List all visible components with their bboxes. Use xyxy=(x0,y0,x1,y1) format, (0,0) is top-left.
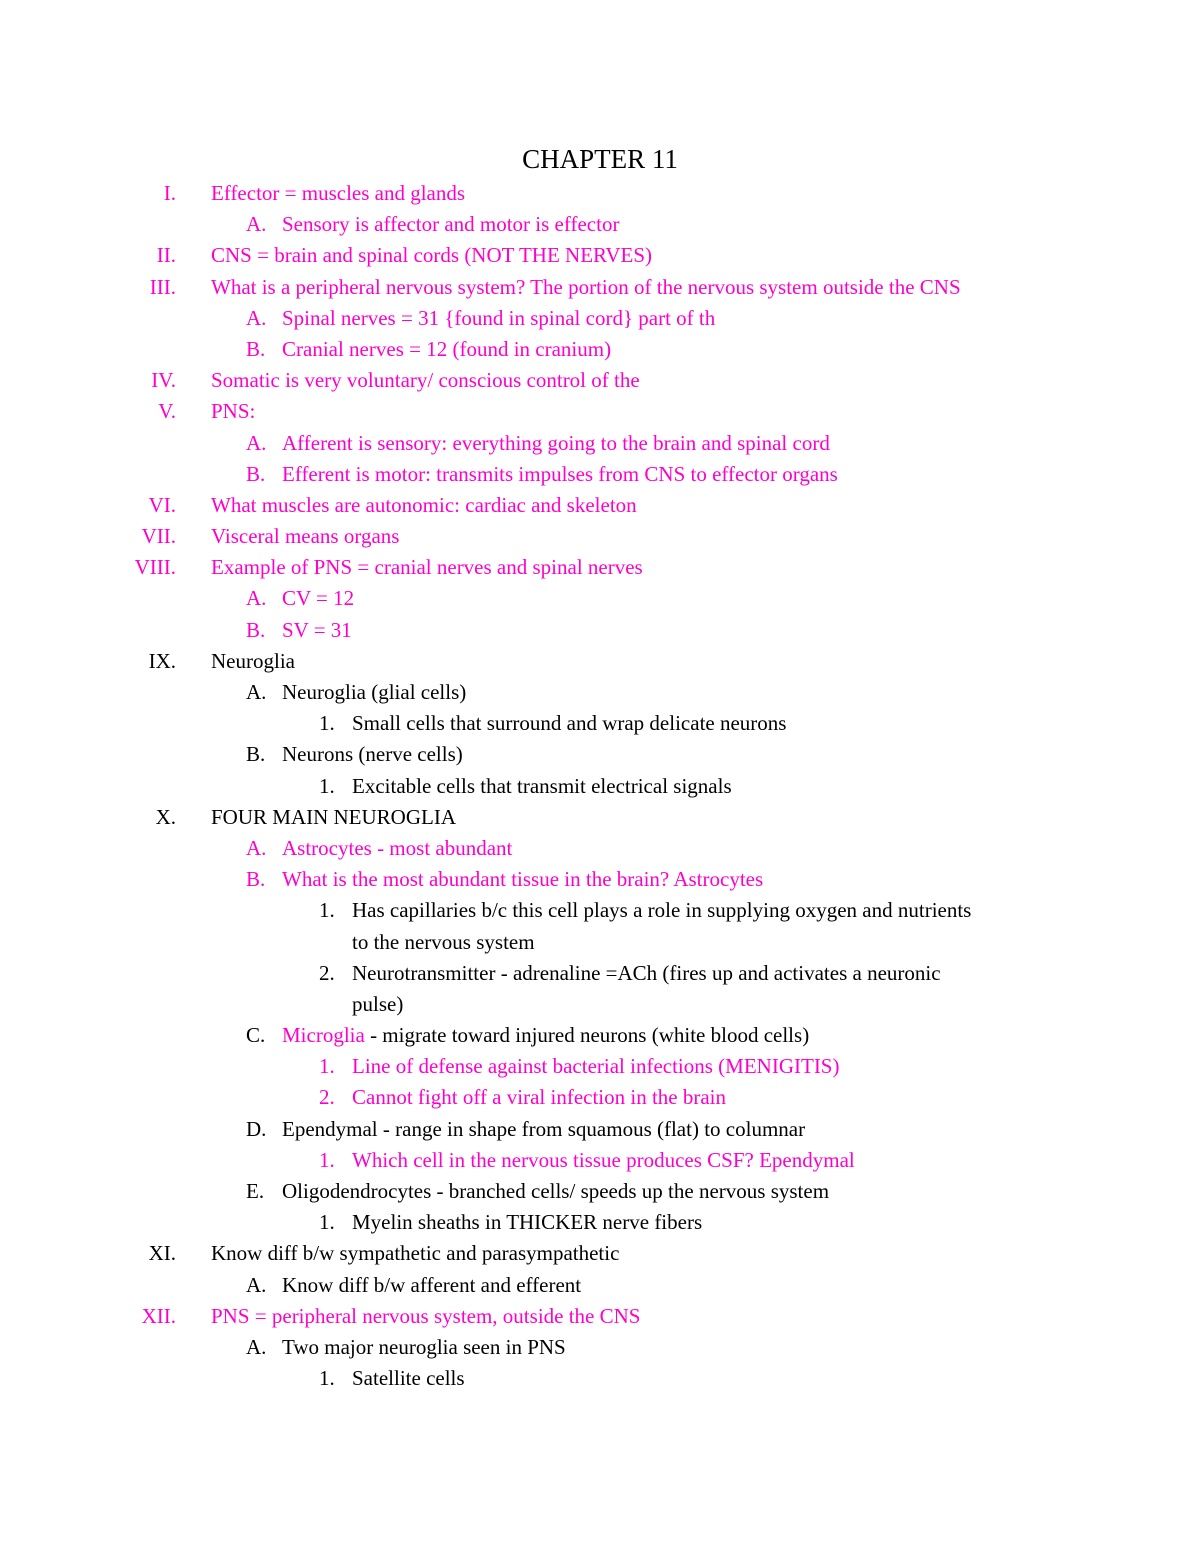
outline-text xyxy=(211,396,255,427)
outline-item xyxy=(0,739,1200,770)
text-segment: FOUR MAIN NEUROGLIA xyxy=(211,804,456,829)
outline-marker: IV. xyxy=(151,368,176,393)
outline-text xyxy=(211,802,456,833)
outline-item xyxy=(0,771,1200,802)
outline-marker: A. xyxy=(246,1272,267,1297)
outline-marker: 1. xyxy=(319,1210,335,1235)
outline-marker: C. xyxy=(246,1023,266,1048)
text-segment: Somatic is very voluntary/ conscious control of the xyxy=(211,368,640,393)
outline-marker: 1. xyxy=(319,711,335,736)
text-segment: Astrocytes - most abundant xyxy=(282,835,513,860)
text-segment: Myelin sheaths in THICKER nerve fibers xyxy=(352,1210,703,1235)
outline-marker: A. xyxy=(246,430,267,455)
text-segment: Neurons (nerve cells) xyxy=(282,742,463,767)
text-segment: Ependymal - range in shape from squamous (flat) to columnar xyxy=(282,1116,806,1141)
outline-item xyxy=(0,708,1200,739)
outline-text xyxy=(352,1207,702,1238)
outline-text xyxy=(211,365,640,396)
outline-text xyxy=(211,490,637,521)
outline-marker: 1. xyxy=(319,1147,335,1172)
outline-item xyxy=(0,615,1200,646)
outline-text xyxy=(282,1270,581,1301)
outline-text xyxy=(282,615,352,646)
text-segment: What is a peripheral nervous system? The portion of the nervous system outside the CNS xyxy=(211,274,961,299)
text-segment: Know diff b/w afferent and efferent xyxy=(282,1272,582,1297)
outline-marker: 1. xyxy=(319,773,335,798)
outline-text xyxy=(282,864,763,895)
outline-item xyxy=(0,396,1200,427)
text-segment: Excitable cells that transmit electrical signals xyxy=(352,773,732,798)
outline-item xyxy=(0,802,1200,833)
outline-marker: A. xyxy=(246,212,267,237)
text-segment: What is the most abundant tissue in the brain? Astrocytes xyxy=(282,867,764,892)
outline-marker: V. xyxy=(158,399,176,424)
outline-item xyxy=(0,1238,1200,1269)
text-segment: Afferent is sensory: everything going to the brain and spinal cord xyxy=(282,430,830,455)
outline-text xyxy=(352,895,971,926)
text-segment: Spinal nerves = 31 {found in spinal cord} part of th xyxy=(282,305,716,330)
outline-marker: IX. xyxy=(148,648,176,673)
outline-item xyxy=(0,334,1200,365)
outline-marker: VIII. xyxy=(134,555,176,580)
outline-marker: VII. xyxy=(141,524,176,549)
text-segment: PNS: xyxy=(211,399,256,424)
outline-text xyxy=(211,240,652,271)
outline-text xyxy=(282,1020,809,1051)
text-segment: Neuroglia (glial cells) xyxy=(282,680,467,704)
outline-item xyxy=(0,927,1200,958)
outline-item xyxy=(0,521,1200,552)
text-segment: Cranial nerves = 12 (found in cranium) xyxy=(282,336,612,361)
outline-marker: 2. xyxy=(319,960,335,985)
outline-item xyxy=(0,895,1200,926)
text-segment: What muscles are autonomic: cardiac and skeleton xyxy=(211,492,637,517)
text-segment: CNS = brain and spinal cords (NOT THE NERVES) xyxy=(211,243,653,268)
outline-text xyxy=(352,708,786,739)
text-segment: CV = 12 xyxy=(282,586,355,611)
outline-marker: II. xyxy=(156,243,176,268)
text-segment: Two major neuroglia seen in PNS xyxy=(282,1334,566,1359)
outline-marker: B. xyxy=(246,742,266,767)
outline-text xyxy=(352,927,535,958)
outline-item xyxy=(0,240,1200,271)
outline-marker: B. xyxy=(246,461,266,486)
outline-marker: 1. xyxy=(319,1366,335,1391)
outline-text xyxy=(211,1238,619,1269)
outline-text xyxy=(211,272,961,303)
outline-text xyxy=(211,552,643,583)
outline-item xyxy=(0,490,1200,521)
outline-item xyxy=(0,989,1200,1020)
outline-marker: III. xyxy=(149,274,176,299)
outline-marker: XI. xyxy=(148,1241,176,1266)
outline-item xyxy=(0,958,1200,989)
outline-item xyxy=(0,646,1200,677)
page-title: CHAPTER 11 xyxy=(522,144,678,174)
outline-text xyxy=(211,646,295,677)
outline-text xyxy=(352,1145,855,1176)
text-segment: Cannot fight off a viral infection in the brain xyxy=(352,1085,727,1110)
outline-item xyxy=(0,1051,1200,1082)
outline-item xyxy=(0,1176,1200,1207)
outline-marker: XII. xyxy=(141,1303,176,1328)
outline-text xyxy=(282,739,463,770)
text-segment: Efferent is motor: transmits impulses from CNS to effector organs xyxy=(282,461,838,486)
outline-marker: X. xyxy=(155,804,176,829)
outline-text xyxy=(211,178,465,209)
outline-item xyxy=(0,209,1200,240)
text-segment: Microglia xyxy=(282,1023,365,1048)
outline-item xyxy=(0,1114,1200,1145)
outline-marker: E. xyxy=(246,1179,265,1203)
outline-item xyxy=(0,1020,1200,1051)
text-segment: Example of PNS = cranial nerves and spinal nerves xyxy=(211,555,643,580)
outline-text xyxy=(282,1114,805,1145)
outline-text xyxy=(211,1301,640,1332)
outline-marker: B. xyxy=(246,336,266,361)
text-segment: - migrate toward injured neurons (white blood cells) xyxy=(364,1023,810,1048)
outline-item xyxy=(0,1207,1200,1238)
outline-marker: B. xyxy=(246,617,266,642)
outline-text xyxy=(282,833,512,864)
text-segment: Oligodendrocytes - branched cells/ speeds up the nervous system xyxy=(282,1179,830,1203)
outline-text xyxy=(282,1176,829,1207)
text-segment: Line of defense against bacterial infections (MENIGITIS) xyxy=(352,1054,840,1079)
outline-item xyxy=(0,1082,1200,1113)
outline-marker: 1. xyxy=(319,1054,335,1079)
outline-marker: A. xyxy=(246,1334,267,1359)
outline-item xyxy=(0,428,1200,459)
text-segment: SV = 31 xyxy=(282,617,352,642)
outline-marker: D. xyxy=(246,1116,267,1141)
outline-text xyxy=(211,521,399,552)
outline-item xyxy=(0,272,1200,303)
outline-marker: B. xyxy=(246,867,266,892)
text-segment: to the nervous system xyxy=(352,929,535,954)
outline-text xyxy=(282,1332,566,1363)
text-segment: Effector = muscles and glands xyxy=(211,181,466,205)
outline-item xyxy=(0,552,1200,583)
text-segment: Has capillaries b/c this cell plays a role in supplying oxygen and nutrients xyxy=(352,898,972,923)
outline-item xyxy=(0,864,1200,895)
outline-text xyxy=(282,428,830,459)
text-segment: Know diff b/w sympathetic and parasympathetic xyxy=(211,1241,620,1266)
outline-item xyxy=(0,459,1200,490)
outline-item xyxy=(0,178,1200,209)
outline-item xyxy=(0,1301,1200,1332)
outline-text xyxy=(282,303,715,334)
outline-text xyxy=(352,1051,839,1082)
text-segment: pulse) xyxy=(352,991,404,1016)
outline-item xyxy=(0,583,1200,614)
outline-item xyxy=(0,1363,1200,1394)
outline-text xyxy=(352,1363,465,1394)
outline-marker: A. xyxy=(246,680,267,704)
outline-text xyxy=(282,209,619,240)
outline-item xyxy=(0,1270,1200,1301)
outline-item xyxy=(0,365,1200,396)
outline-marker: I. xyxy=(163,181,176,205)
outline-marker: A. xyxy=(246,586,267,611)
outline-item xyxy=(0,303,1200,334)
text-segment: Neurotransmitter - adrenaline =ACh (fires up and activates a neuronic xyxy=(352,960,941,985)
text-segment: Visceral means organs xyxy=(211,524,400,549)
outline-item xyxy=(0,1145,1200,1176)
outline-item xyxy=(0,677,1200,708)
outline-text xyxy=(282,459,838,490)
text-segment: Sensory is affector and motor is effector xyxy=(282,212,620,237)
outline-marker: A. xyxy=(246,835,267,860)
outline-text xyxy=(282,677,466,708)
text-segment: Small cells that surround and wrap delicate neurons xyxy=(352,711,787,736)
text-segment: Which cell in the nervous tissue produces CSF? Ependymal xyxy=(352,1147,855,1172)
outline-text xyxy=(282,583,354,614)
outline-list xyxy=(0,178,1200,1394)
outline-text xyxy=(282,334,611,365)
outline-text xyxy=(352,1082,726,1113)
text-segment: PNS = peripheral nervous system, outside the CNS xyxy=(211,1303,641,1328)
text-segment: Satellite cells xyxy=(352,1366,465,1391)
outline-marker: A. xyxy=(246,305,267,330)
outline-marker: 2. xyxy=(319,1085,335,1110)
outline-item xyxy=(0,833,1200,864)
outline-item xyxy=(0,1332,1200,1363)
outline-text xyxy=(352,989,403,1020)
outline-marker: VI. xyxy=(148,492,176,517)
text-segment: Neuroglia xyxy=(211,648,295,673)
outline-text xyxy=(352,771,732,802)
outline-marker: 1. xyxy=(319,898,335,923)
outline-text xyxy=(352,958,941,989)
